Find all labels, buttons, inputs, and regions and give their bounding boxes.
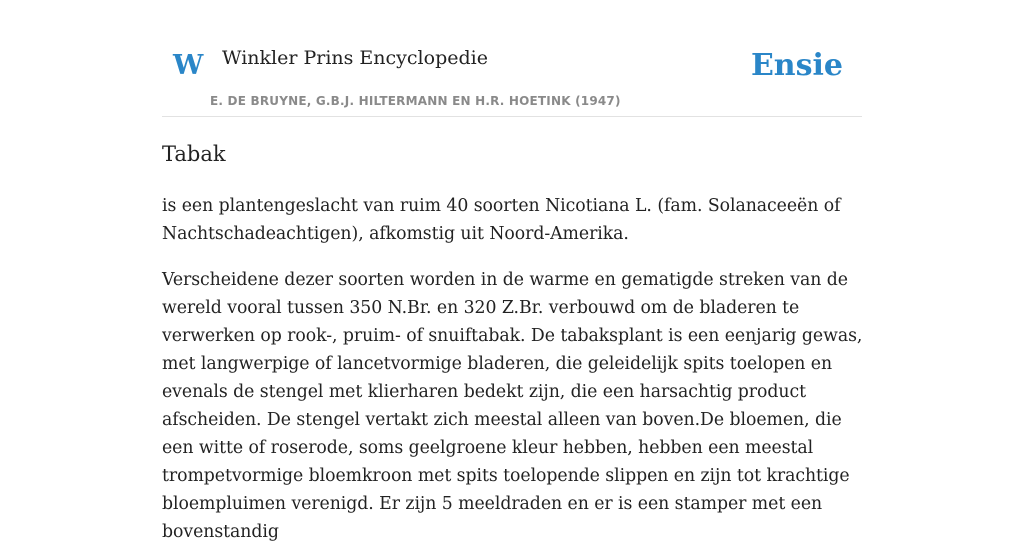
article-paragraph-1: is een plantengeslacht van ruim 40 soorten Nicotiana L. (fam. Solanaceeën of Nachtschadeachtigen), afkomstig uit Noord-Amerika. [162, 196, 841, 244]
authors-line: E. DE BRUYNE, G.B.J. HILTERMANN EN H.R. HOETINK (1947) [210, 94, 621, 108]
site-title[interactable]: Winkler Prins Encyclopedie [222, 47, 488, 69]
entry-title: Tabak [162, 142, 226, 166]
w-logo-icon[interactable]: W [173, 50, 204, 81]
article-paragraph-2: Verscheidene dezer soorten worden in de warme en gematigde streken van de wereld vooral tussen 350 N.Br. en 320 Z.Br. verbouwd om de bladeren te verwerken op rook-, pruim- of snuiftabak. De tabaksplant is een eenjarig gewas, met langwerpige of lancetvormige bladeren, die geleidelijk spits toelopen en evenals de stengel met klierharen bedekt zijn, die een harsachtig product afscheiden. De stengel vertakt zich meestal alleen van boven.De bloemen, die een witte of roserode, soms geelgroene kleur hebben, hebben een meestal trompetvormige bloemkroon met spits toelopende slippen en zijn tot krachtige bloempluimen verenigd. Er zijn 5 meeldraden en er is een stamper met een bovenstandig [162, 270, 863, 542]
ensie-brand-link[interactable]: Ensie [750, 48, 843, 83]
site-header [162, 0, 862, 117]
article-content [162, 136, 867, 546]
